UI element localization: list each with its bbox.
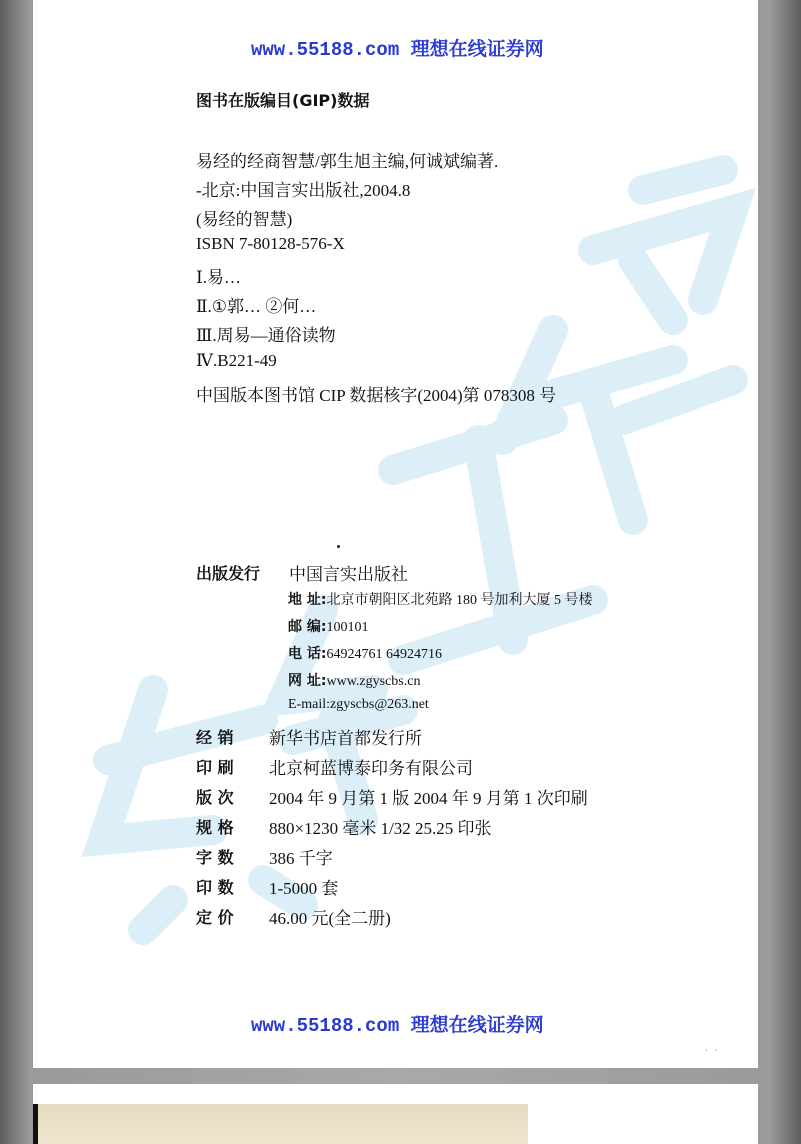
detail-label-edition: 版 次 [196, 788, 234, 807]
publisher-label: 出版发行 [196, 564, 261, 583]
watermark-url-name[interactable]: 理想在线证券网 [410, 1014, 544, 1036]
publisher-phone [288, 643, 442, 663]
postcode-value: 100101 [326, 620, 369, 635]
detail-label-wordcount: 字 数 [196, 848, 234, 867]
next-page-image [33, 1104, 528, 1144]
detail-value-edition: 2004 年 9 月第 1 版 2004 年 9 月第 1 次印刷 [269, 789, 588, 808]
footer-mark: · · [705, 1045, 720, 1055]
cip-line-4: ISBN 7-80128-576-X [196, 234, 345, 253]
cip-line-1: 易经的经商智慧/郭生旭主编,何诚斌编著. [196, 152, 499, 171]
publisher-email [288, 697, 429, 713]
watermark-url-bottom[interactable] [251, 1010, 544, 1037]
publisher-website [288, 670, 420, 690]
email-value: zgyscbs@263.net [330, 697, 429, 712]
cip-line-9: 中国版本图书馆 CIP 数据核字(2004)第 078308 号 [196, 386, 557, 405]
phone-label: 电 话: [288, 646, 327, 662]
phone-value: 64924761 64924716 [326, 647, 442, 662]
website-label: 网 址: [288, 673, 327, 689]
detail-label-printer: 印 刷 [196, 758, 234, 777]
detail-value-format: 880×1230 毫米 1/32 25.25 印张 [269, 819, 492, 838]
detail-value-price: 46.00 元(全二册) [269, 909, 391, 928]
detail-value-printrun: 1-5000 套 [269, 879, 339, 898]
detail-label-price: 定 价 [196, 908, 234, 927]
detail-label-printrun: 印 数 [196, 878, 234, 897]
detail-label-format: 规 格 [196, 818, 234, 837]
detail-value-wordcount: 386 千字 [269, 849, 333, 868]
detail-value-distribution: 新华书店首都发行所 [269, 729, 422, 748]
printed-dot [337, 545, 340, 548]
cip-line-6: Ⅱ.①郭… ②何… [196, 297, 317, 316]
watermark-url-domain[interactable]: www.55188.com [251, 39, 400, 61]
cip-line-5: Ⅰ.易… [196, 268, 241, 287]
book-page [33, 0, 758, 1068]
website-value: www.zgyscbs.cn [326, 674, 421, 689]
detail-value-printer: 北京柯蓝博泰印务有限公司 [269, 759, 473, 778]
watermark-url-domain[interactable]: www.55188.com [251, 1015, 400, 1037]
postcode-label: 邮 编: [288, 619, 327, 635]
publisher-name: 中国言实出版社 [289, 565, 408, 584]
watermark-url-top[interactable] [251, 34, 544, 61]
cip-line-8: Ⅳ.B221-49 [196, 351, 277, 370]
detail-label-distribution: 经 销 [196, 728, 234, 747]
next-page [33, 1084, 758, 1144]
cip-line-3: (易经的智慧) [196, 210, 293, 229]
publisher-address [288, 589, 592, 609]
address-label: 地 址: [288, 592, 327, 608]
cip-line-2: -北京:中国言实出版社,2004.8 [196, 181, 411, 200]
cip-title: 图书在版编目(GIP)数据 [196, 91, 370, 110]
address-value: 北京市朝阳区北苑路 180 号加利大厦 5 号楼 [326, 593, 593, 608]
cip-line-7: Ⅲ.周易—通俗读物 [196, 326, 336, 345]
email-label: E-mail: [288, 697, 330, 712]
watermark-url-name[interactable]: 理想在线证券网 [410, 38, 544, 60]
publisher-postcode [288, 616, 368, 636]
